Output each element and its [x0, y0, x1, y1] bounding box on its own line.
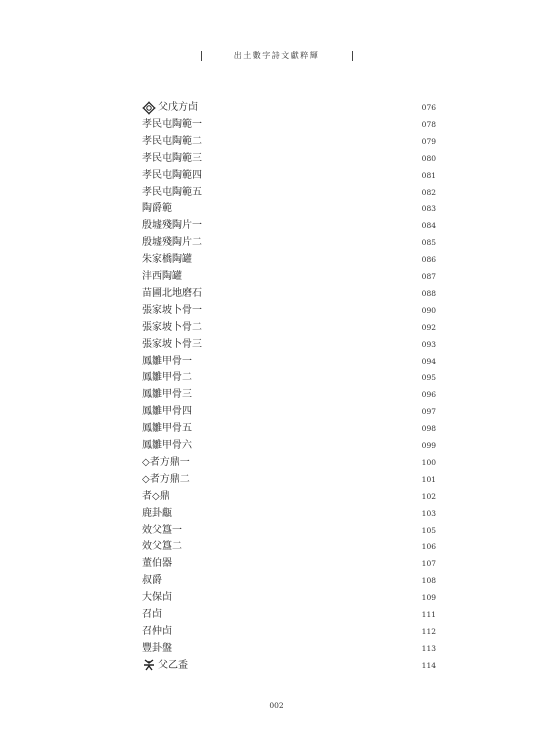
toc-entry[interactable]: [142, 151, 436, 167]
toc-entry-text: 鳳雛甲骨三: [142, 389, 192, 401]
toc-entry-page: 078: [421, 119, 436, 129]
toc-entry[interactable]: [142, 168, 436, 184]
toc-entry-text: ◇者方鼎二: [142, 473, 190, 485]
toc-entry-text: 殷墟殘陶片一: [142, 220, 202, 232]
toc-entry-text: 豐卦盤: [142, 642, 172, 654]
toc-entry-title: [142, 438, 192, 454]
toc-entry-page: 094: [421, 356, 436, 366]
toc-entry-page: 097: [421, 407, 436, 417]
toc-entry[interactable]: [142, 370, 436, 386]
toc-entry-page: 107: [421, 559, 436, 569]
toc-entry-page: 108: [421, 576, 436, 586]
toc-entry-page: 100: [421, 457, 436, 467]
toc-entry[interactable]: [142, 404, 436, 420]
toc-entry-title: [142, 641, 172, 657]
toc-entry[interactable]: [142, 658, 436, 674]
toc-entry-text: 者◇鼎: [142, 490, 170, 502]
toc-entry-page: 105: [421, 525, 436, 535]
toc-entry[interactable]: [142, 573, 436, 589]
toc-entry-title: [142, 421, 192, 437]
toc-entry[interactable]: [142, 506, 436, 522]
toc-entry-page: 099: [421, 441, 436, 450]
toc-entry-title: [142, 523, 182, 539]
toc-entry-page: 111: [421, 610, 436, 619]
toc-entry-title: [142, 590, 172, 606]
toc-entry-text: 鳳雛甲骨一: [142, 355, 192, 367]
toc-entry-text: 鳳雛甲骨六: [142, 440, 192, 451]
toc-entry[interactable]: [142, 252, 436, 268]
toc-entry-title: [142, 404, 192, 420]
toc-entry-text: ◇者方鼎一: [142, 456, 190, 468]
toc-entry-title: [142, 235, 202, 251]
toc-entry[interactable]: [142, 455, 436, 471]
toc-entry-page: 087: [421, 272, 436, 281]
toc-entry[interactable]: [142, 337, 436, 353]
toc-entry-page: 109: [421, 593, 436, 603]
toc-entry-text: 張家坡卜骨二: [142, 321, 202, 333]
toc-entry-text: 鳳雛甲骨四: [142, 406, 192, 418]
toc-entry-page: 096: [421, 390, 436, 400]
toc-entry[interactable]: [142, 201, 436, 217]
toc-entry-text: 陶爵範: [142, 203, 172, 215]
toc-entry-title: [142, 607, 162, 623]
toc-entry-page: 079: [421, 136, 436, 146]
toc-entry-title: [142, 151, 202, 167]
toc-entry[interactable]: [142, 421, 436, 437]
toc-entry-title: [142, 269, 182, 285]
toc-entry-text: 孝民屯陶範四: [142, 169, 202, 181]
toc-entry[interactable]: [142, 354, 436, 370]
toc-entry-title: [142, 455, 190, 471]
toc-entry-title: [142, 134, 202, 150]
toc-entry-title: [142, 218, 202, 234]
toc-entry[interactable]: [142, 117, 436, 133]
toc-entry-text: 張家坡卜骨一: [142, 304, 202, 316]
toc-entry-text: 孝民屯陶範五: [142, 186, 202, 198]
toc-entry-title: [142, 201, 172, 217]
toc-entry-title: [142, 354, 192, 370]
toc-entry-text: 召卣: [142, 609, 162, 620]
toc-entry-text: 父戊方卣: [158, 102, 198, 113]
toc-entry-page: 114: [421, 660, 436, 670]
toc-entry-title: [142, 539, 182, 555]
ornament-icon: [142, 101, 156, 115]
toc-entry-title: [142, 472, 190, 488]
toc-entry-text: 孝民屯陶範一: [142, 118, 202, 130]
toc-entry[interactable]: [142, 185, 436, 201]
toc-entry-page: 113: [421, 643, 436, 653]
toc-entry-text: 叔爵: [142, 575, 162, 587]
toc-entry-text: 孝民屯陶範二: [142, 135, 202, 147]
toc-entry-title: [142, 556, 172, 572]
toc-entry-page: 081: [421, 170, 436, 180]
toc-entry[interactable]: [142, 590, 436, 606]
toc-entry-page: 076: [421, 103, 436, 112]
toc-entry-title: [142, 489, 170, 505]
toc-entry-title: [142, 168, 202, 184]
toc-entry-title: [142, 658, 188, 674]
toc-entry-title: [142, 624, 172, 640]
toc-entry-text: 朱家橋陶罐: [142, 254, 192, 266]
toc-entry-text: 張家坡卜骨三: [142, 338, 202, 350]
toc-entry-title: [142, 320, 202, 336]
toc-entry[interactable]: [142, 472, 436, 488]
toc-entry[interactable]: [142, 320, 436, 336]
toc-entry-page: 106: [421, 542, 436, 552]
toc-entry-page: 103: [421, 508, 436, 518]
toc-entry[interactable]: [142, 624, 436, 640]
toc-entry-text: 父乙盉: [158, 659, 188, 671]
toc-entry-page: 084: [421, 221, 436, 231]
toc-entry-text: 殷墟殘陶片二: [142, 237, 202, 249]
toc-entry-page: 095: [421, 373, 436, 383]
toc-entry-title: [142, 252, 192, 268]
toc-entry[interactable]: [142, 269, 436, 285]
header-title: 出土數字詩文獻粹輝: [233, 51, 320, 60]
toc-entry[interactable]: [142, 387, 436, 403]
toc-entry-title: [142, 303, 202, 319]
running-header: [0, 48, 553, 64]
toc-entry-text: 孝民屯陶範三: [142, 152, 202, 164]
toc-entry[interactable]: [142, 134, 436, 150]
toc-entry[interactable]: [142, 218, 436, 234]
toc-entry-page: 102: [421, 491, 436, 501]
toc-entry[interactable]: [142, 539, 436, 555]
toc-entry-title: [142, 185, 202, 201]
toc-entry[interactable]: [142, 556, 436, 572]
toc-entry-page: 082: [421, 187, 436, 197]
toc-entry-text: 效父簋一: [142, 524, 182, 536]
toc-entry-text: 效父簋二: [142, 541, 182, 553]
toc-entry-page: 090: [421, 305, 436, 315]
toc-entry-text: 沣西陶罐: [142, 271, 182, 282]
toc-entry-text: 苗圃北地磨石: [142, 287, 202, 299]
page-number: 002: [269, 701, 284, 710]
toc-entry-title: [142, 387, 192, 403]
toc-entry[interactable]: [142, 100, 436, 116]
toc-entry-title: [142, 286, 202, 302]
toc-entry-page: 085: [421, 238, 436, 248]
clan-sign-icon: [142, 658, 156, 672]
toc-entry-text: 召仲卣: [142, 625, 172, 637]
toc-entry-page: 083: [421, 204, 436, 214]
toc-entry-title: [142, 337, 202, 353]
toc-entry-title: [142, 100, 198, 116]
toc-entry-page: 112: [421, 626, 436, 636]
toc-entry-title: [142, 506, 172, 522]
toc-entry-title: [142, 117, 202, 133]
toc-entry[interactable]: [142, 489, 436, 505]
toc-entry-title: [142, 573, 162, 589]
header-right-rule: [352, 51, 353, 61]
toc-entry-text: 董伯器: [142, 558, 172, 570]
toc-entry-page: 086: [421, 255, 436, 265]
toc-entry-text: 鳳雛甲骨五: [142, 423, 192, 435]
toc-entry-page: 080: [421, 153, 436, 163]
toc-entry-page: 098: [421, 424, 436, 434]
toc-entry[interactable]: [142, 235, 436, 251]
toc-entry[interactable]: [142, 286, 436, 302]
toc-entry-title: [142, 370, 192, 386]
toc-entry-page: 093: [421, 339, 436, 349]
toc-entry-text: 鳳雛甲骨二: [142, 372, 192, 384]
toc-entry-page: 088: [421, 288, 436, 298]
toc-entry-page: 101: [421, 474, 436, 484]
toc-entry[interactable]: [142, 607, 436, 623]
toc-entry[interactable]: [142, 303, 436, 319]
toc-entry[interactable]: [142, 438, 436, 454]
toc-entry-text: 鹿卦甗: [142, 507, 172, 519]
toc-entry-text: 大保卣: [142, 592, 172, 604]
toc-entry[interactable]: [142, 523, 436, 539]
toc-entry[interactable]: [142, 641, 436, 657]
toc-entry-page: 092: [421, 322, 436, 332]
